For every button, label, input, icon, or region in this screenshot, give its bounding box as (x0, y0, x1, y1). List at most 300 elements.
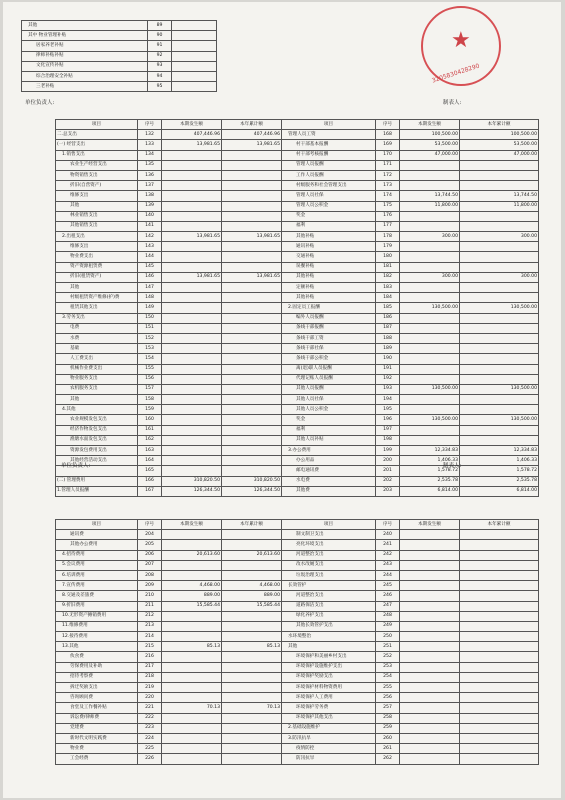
right-current (400, 662, 460, 672)
right-item: 管理人员公积金 (282, 201, 376, 211)
right-seq: 183 (376, 283, 400, 293)
right-item: 2.基础设施维护 (282, 723, 376, 733)
left-ytd (222, 446, 282, 456)
left-item: 1.管理人员报酬 (56, 486, 138, 496)
left-item: 物业服务支出 (56, 374, 138, 384)
right-ytd (460, 425, 539, 435)
left-seq: 207 (138, 560, 162, 570)
left-item: 10.无形资产摊销费用 (56, 611, 138, 621)
left-current (162, 466, 222, 476)
right-current (400, 395, 460, 405)
table-row (56, 344, 539, 354)
right-current: 47,000.00 (400, 150, 460, 160)
right-item: 防汛抗旱 (282, 754, 376, 764)
left-item: 资产资源租赁费 (56, 262, 138, 272)
right-seq: 198 (376, 435, 400, 445)
right-item: 管理人员报酬 (282, 160, 376, 170)
left-current (162, 191, 222, 201)
right-seq: 176 (376, 211, 400, 221)
right-seq: 252 (376, 652, 400, 662)
right-seq: 247 (376, 601, 400, 611)
header-ytd: 本年累计额 (460, 520, 539, 530)
right-item: 垃圾治理支出 (282, 570, 376, 580)
table-row (56, 221, 539, 231)
item-name: 律师补贴补贴 (22, 51, 148, 61)
right-seq: 253 (376, 662, 400, 672)
right-item: 其他补贴 (282, 293, 376, 303)
right-ytd (460, 611, 539, 621)
left-item: 人工费支出 (56, 354, 138, 364)
right-ytd (460, 395, 539, 405)
right-ytd: 2,535.78 (460, 476, 539, 486)
table-row (56, 754, 539, 764)
right-current (400, 242, 460, 252)
left-ytd (222, 744, 282, 754)
left-ytd (222, 466, 282, 476)
left-seq: 215 (138, 642, 162, 652)
right-seq: 179 (376, 242, 400, 252)
left-seq: 222 (138, 713, 162, 723)
left-item: 咨询顾问费 (56, 693, 138, 703)
right-seq: 257 (376, 703, 400, 713)
right-ytd: 130,500.00 (460, 303, 539, 313)
table-row (56, 272, 539, 282)
left-item: 租赁其他支出 (56, 303, 138, 313)
left-ytd (222, 713, 282, 723)
table-row (56, 364, 539, 374)
table-row (22, 71, 217, 81)
left-seq: 164 (138, 456, 162, 466)
left-current (162, 384, 222, 394)
right-seq: 250 (376, 632, 400, 642)
table-row (22, 31, 217, 41)
left-current (162, 364, 222, 374)
right-current (400, 364, 460, 374)
left-ytd (222, 252, 282, 262)
left-current (162, 405, 222, 415)
left-seq: 153 (138, 344, 162, 354)
left-item: 伙食费 (56, 652, 138, 662)
table-row (56, 632, 539, 642)
right-ytd (460, 181, 539, 191)
right-seq: 256 (376, 693, 400, 703)
table-row (56, 201, 539, 211)
right-seq: 177 (376, 221, 400, 231)
left-seq: 217 (138, 662, 162, 672)
item-name: 其中 物业管理补贴 (22, 31, 148, 41)
right-current (400, 252, 460, 262)
left-seq: 167 (138, 486, 162, 496)
left-ytd: 13,981.65 (222, 272, 282, 282)
bottom-table-header (56, 520, 539, 530)
left-ytd (222, 405, 282, 415)
left-item: 3.劳务支出 (56, 313, 138, 323)
left-current (162, 181, 222, 191)
right-current (400, 581, 460, 591)
left-seq: 140 (138, 211, 162, 221)
right-item: 其他长效管护支出 (282, 621, 376, 631)
right-item: 条线干部工资 (282, 333, 376, 343)
right-ytd (460, 754, 539, 764)
left-ytd: 13,981.65 (222, 140, 282, 150)
left-seq: 154 (138, 354, 162, 364)
right-current (400, 570, 460, 580)
right-ytd (460, 262, 539, 272)
right-ytd (460, 242, 539, 252)
left-current (162, 283, 222, 293)
table-row (56, 242, 539, 252)
right-seq: 175 (376, 201, 400, 211)
right-item: 其他人员公积金 (282, 405, 376, 415)
left-current: 407,446.96 (162, 130, 222, 140)
left-current (162, 221, 222, 231)
left-seq: 132 (138, 130, 162, 140)
right-current (400, 313, 460, 323)
right-current (400, 611, 460, 621)
right-ytd (460, 672, 539, 682)
right-ytd (460, 354, 539, 364)
left-item: 拆迁奖励支出 (56, 683, 138, 693)
left-seq: 213 (138, 621, 162, 631)
table-row (56, 333, 539, 343)
table-row (56, 313, 539, 323)
table-row (56, 476, 539, 486)
left-current (162, 333, 222, 343)
right-ytd (460, 601, 539, 611)
left-current: 4,468.00 (162, 581, 222, 591)
right-ytd (460, 662, 539, 672)
table-row (56, 130, 539, 140)
left-seq: 161 (138, 425, 162, 435)
left-current: 13,981.65 (162, 272, 222, 282)
right-seq: 185 (376, 303, 400, 313)
right-seq: 180 (376, 252, 400, 262)
right-current (400, 344, 460, 354)
right-item: 其他人员补贴 (282, 435, 376, 445)
left-item: 4.其他 (56, 405, 138, 415)
table-row (56, 662, 539, 672)
star-icon: ★ (451, 28, 471, 53)
left-item: 折旧(自营资产) (56, 181, 138, 191)
right-seq: 261 (376, 744, 400, 754)
left-current (162, 344, 222, 354)
right-current: 130,500.00 (400, 303, 460, 313)
right-seq: 187 (376, 323, 400, 333)
header-item: 项目 (282, 520, 376, 530)
table-row (56, 601, 539, 611)
header-seq: 序号 (376, 520, 400, 530)
left-item: 劳保费用及补助 (56, 662, 138, 672)
right-current (400, 632, 460, 642)
right-current (400, 621, 460, 631)
left-item: 其他 (56, 283, 138, 293)
left-item: 物资销售支出 (56, 170, 138, 180)
right-ytd (460, 621, 539, 631)
left-item: 水费 (56, 333, 138, 343)
header-seq: 序号 (138, 120, 162, 130)
table-row (56, 425, 539, 435)
right-current (400, 693, 460, 703)
left-seq: 146 (138, 272, 162, 282)
right-current (400, 703, 460, 713)
right-ytd (460, 703, 539, 713)
left-ytd (222, 170, 282, 180)
left-current (162, 242, 222, 252)
header-seq: 序号 (376, 120, 400, 130)
signature-left: 单位负责人: (25, 100, 55, 106)
table-row (56, 693, 539, 703)
left-current (162, 354, 222, 364)
left-item: 折旧(租赁资产) (56, 272, 138, 282)
left-current (162, 313, 222, 323)
table-row (56, 744, 539, 754)
left-current (162, 252, 222, 262)
left-seq: 145 (138, 262, 162, 272)
right-item: 村干部考核报酬 (282, 150, 376, 160)
signature-left-2: 单位负责人: (61, 463, 91, 469)
right-seq: 240 (376, 530, 400, 540)
left-ytd (222, 693, 282, 703)
left-item: 13.其他 (56, 642, 138, 652)
left-current (162, 683, 222, 693)
official-seal (421, 6, 501, 86)
left-seq: 208 (138, 570, 162, 580)
right-ytd (460, 221, 539, 231)
right-item: 通讯补贴 (282, 242, 376, 252)
table-row (22, 41, 217, 51)
left-current (162, 672, 222, 682)
item-seq: 94 (148, 71, 172, 81)
item-name: 三老补贴 (22, 82, 148, 92)
right-item: 河道整治支出 (282, 550, 376, 560)
left-item: 其他销售支出 (56, 221, 138, 231)
left-ytd (222, 415, 282, 425)
left-current (162, 733, 222, 743)
right-item: 水电费 (282, 476, 376, 486)
table-row (56, 456, 539, 466)
left-seq: 138 (138, 191, 162, 201)
left-ytd (222, 221, 282, 231)
left-item: 9.折旧费用 (56, 601, 138, 611)
right-seq: 188 (376, 333, 400, 343)
left-ytd (222, 160, 282, 170)
left-item: 党建费 (56, 723, 138, 733)
right-seq: 241 (376, 540, 400, 550)
right-item: 改水改厕支出 (282, 560, 376, 570)
left-seq: 211 (138, 601, 162, 611)
right-item: 环境保护材料物资费用 (282, 683, 376, 693)
right-ytd (460, 323, 539, 333)
left-current (162, 211, 222, 221)
right-item: 邮电通讯费 (282, 466, 376, 476)
left-ytd (222, 754, 282, 764)
right-ytd: 13,744.50 (460, 191, 539, 201)
left-item: 电费 (56, 323, 138, 333)
right-current (400, 652, 460, 662)
right-ytd (460, 374, 539, 384)
right-ytd (460, 530, 539, 540)
right-seq: 191 (376, 364, 400, 374)
left-current: 126,344.50 (162, 486, 222, 496)
table-row (56, 415, 539, 425)
table-row (56, 150, 539, 160)
left-current (162, 662, 222, 672)
right-item: 水环境整治 (282, 632, 376, 642)
item-seq: 93 (148, 61, 172, 71)
right-seq: 193 (376, 384, 400, 394)
right-current (400, 283, 460, 293)
left-ytd: 4,468.00 (222, 581, 282, 591)
left-ytd (222, 611, 282, 621)
table-row (56, 191, 539, 201)
right-seq: 242 (376, 550, 400, 560)
item-name: 综合治理安全补贴 (22, 71, 148, 81)
right-seq: 194 (376, 395, 400, 405)
right-current (400, 170, 460, 180)
left-ytd: 13,981.65 (222, 232, 282, 242)
left-seq: 204 (138, 530, 162, 540)
left-current (162, 262, 222, 272)
left-ytd (222, 313, 282, 323)
left-seq: 224 (138, 733, 162, 743)
left-ytd (222, 262, 282, 272)
right-seq: 184 (376, 293, 400, 303)
right-seq: 201 (376, 466, 400, 476)
item-seq: 91 (148, 41, 172, 51)
table-row (56, 395, 539, 405)
right-ytd: 1,578.72 (460, 466, 539, 476)
right-ytd: 130,500.00 (460, 415, 539, 425)
right-current: 1,578.72 (400, 466, 460, 476)
left-current (162, 395, 222, 405)
left-item: 基础 (56, 344, 138, 354)
left-current (162, 160, 222, 170)
right-item: 村干部基本报酬 (282, 140, 376, 150)
left-current (162, 323, 222, 333)
table-row (56, 435, 539, 445)
right-current: 1,406.33 (400, 456, 460, 466)
right-ytd: 130,500.00 (460, 384, 539, 394)
right-current (400, 425, 460, 435)
right-current (400, 560, 460, 570)
right-item: 环境保护人工费用 (282, 693, 376, 703)
right-item: 管理人员工资 (282, 130, 376, 140)
right-ytd (460, 744, 539, 754)
left-ytd: 15,585.44 (222, 601, 282, 611)
right-item: 条线干部公积金 (282, 354, 376, 364)
right-item: 误餐补贴 (282, 262, 376, 272)
left-item: 其他 (56, 201, 138, 211)
left-item: (一) 经营支出 (56, 140, 138, 150)
right-item: 环境保护劳务费 (282, 703, 376, 713)
right-current (400, 160, 460, 170)
left-item: 2.出租支出 (56, 232, 138, 242)
left-seq: 165 (138, 466, 162, 476)
right-seq: 248 (376, 611, 400, 621)
left-ytd (222, 323, 282, 333)
right-current (400, 530, 460, 540)
left-item: 资源发包费用支出 (56, 446, 138, 456)
left-ytd (222, 293, 282, 303)
left-current (162, 723, 222, 733)
table-row (56, 683, 539, 693)
left-seq: 209 (138, 581, 162, 591)
right-ytd (460, 570, 539, 580)
right-current (400, 405, 460, 415)
left-seq: 221 (138, 703, 162, 713)
left-seq: 139 (138, 201, 162, 211)
item-seq: 95 (148, 82, 172, 92)
left-seq: 219 (138, 683, 162, 693)
left-seq: 141 (138, 221, 162, 231)
left-item: 1.销售支出 (56, 150, 138, 160)
middle-table (55, 119, 539, 497)
right-current: 11,800.00 (400, 201, 460, 211)
table-row (56, 170, 539, 180)
header-ytd: 本年累计额 (460, 120, 539, 130)
right-item: 交通补贴 (282, 252, 376, 262)
right-item: 疫情防控 (282, 744, 376, 754)
right-seq: 182 (376, 272, 400, 282)
right-ytd (460, 344, 539, 354)
left-item: 物业费 (56, 744, 138, 754)
left-seq: 149 (138, 303, 162, 313)
table-row (56, 293, 539, 303)
right-current (400, 754, 460, 764)
left-seq: 220 (138, 693, 162, 703)
left-ytd (222, 425, 282, 435)
table-row (56, 232, 539, 242)
left-ytd (222, 621, 282, 631)
right-ytd: 300.00 (460, 232, 539, 242)
seal-code: 3205830428290 (431, 62, 481, 85)
right-item: 环境保护奖励支出 (282, 672, 376, 682)
left-item: 诉讼费/律师费 (56, 713, 138, 723)
right-seq: 249 (376, 621, 400, 631)
left-seq: 206 (138, 550, 162, 560)
right-item: 长效管护 (282, 581, 376, 591)
left-seq: 155 (138, 364, 162, 374)
table-row (56, 672, 539, 682)
right-ytd (460, 591, 539, 601)
right-current (400, 181, 460, 191)
left-current: 70.13 (162, 703, 222, 713)
right-seq: 186 (376, 313, 400, 323)
header-current: 本期发生额 (400, 120, 460, 130)
left-current (162, 713, 222, 723)
right-item: 其他 (282, 642, 376, 652)
right-item: 其他人员报酬 (282, 384, 376, 394)
header-current: 本期发生额 (162, 520, 222, 530)
left-item: 维修支出 (56, 191, 138, 201)
right-current: 300.00 (400, 272, 460, 282)
left-ytd: 407,446.96 (222, 130, 282, 140)
signature-right-2: 制表人: (443, 463, 462, 469)
left-seq: 218 (138, 672, 162, 682)
item-name: 其他 (22, 21, 148, 31)
table-row (56, 530, 539, 540)
left-current (162, 560, 222, 570)
right-item: 其他补贴 (282, 272, 376, 282)
item-seq: 89 (148, 21, 172, 31)
right-ytd (460, 252, 539, 262)
table-row (56, 405, 539, 415)
left-item: 5.会议费用 (56, 560, 138, 570)
table-row (56, 591, 539, 601)
right-ytd: 12,334.83 (460, 446, 539, 456)
right-current: 100,500.00 (400, 130, 460, 140)
left-current (162, 293, 222, 303)
